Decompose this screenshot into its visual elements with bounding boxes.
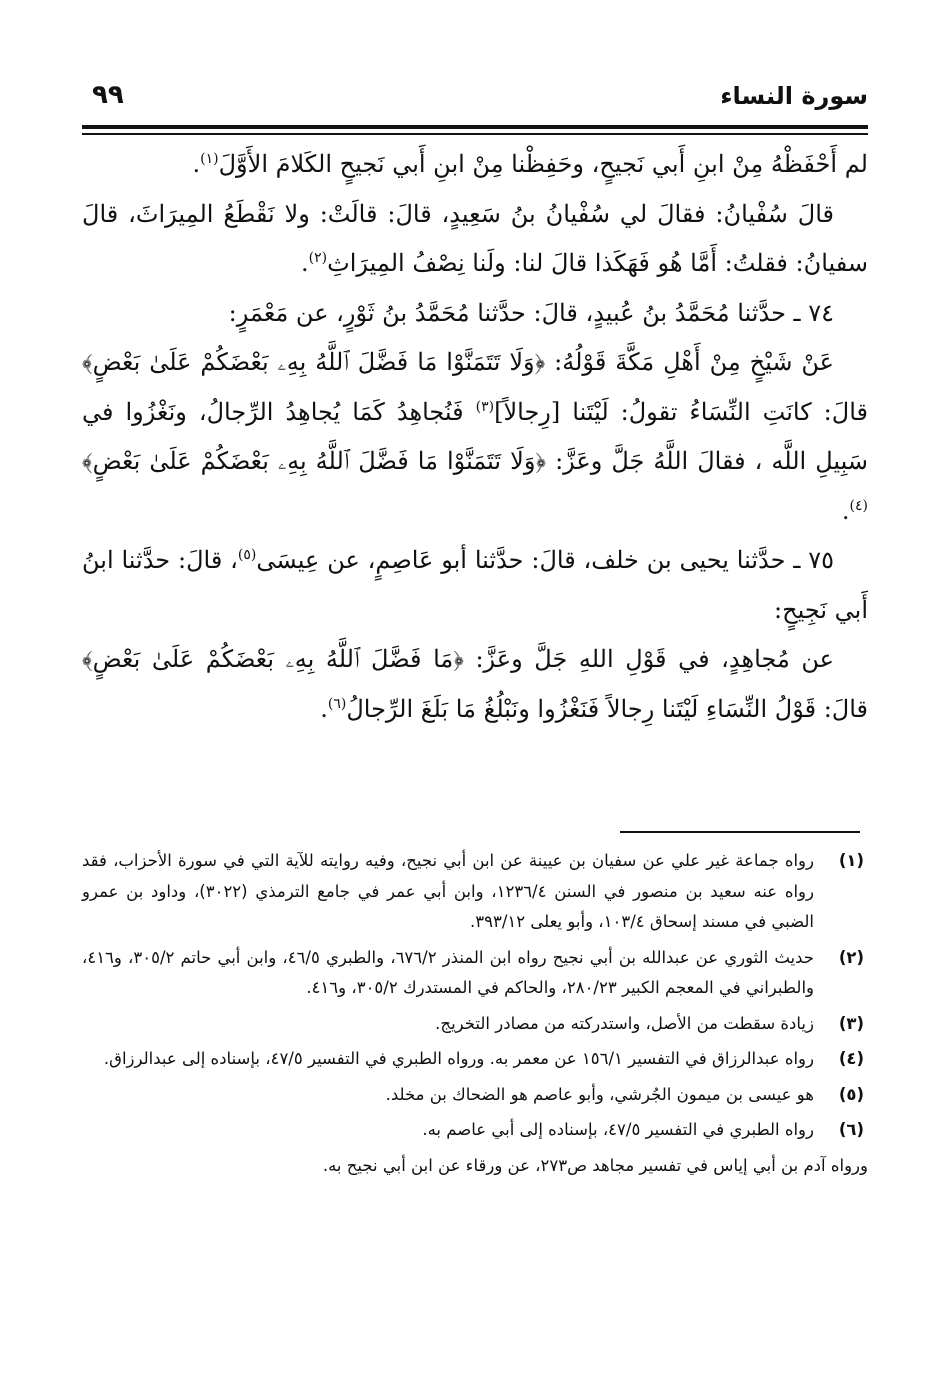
- footnote-separator: [620, 831, 860, 833]
- footnote-marker: (٥): [237, 547, 257, 563]
- text-span: ٧٥ ـ حدَّثنا يحيى بن خلف، قالَ: حدَّثنا أبو عَاصِمٍ، عن عِيسَى: [256, 546, 834, 574]
- footnote-text: زيادة سقطت من الأصل، واستدركته من مصادر التخريج.: [435, 1013, 814, 1033]
- text-span: ، قالَ: حدَّثنا ابنُ أَبي نَجِيحٍ:: [82, 546, 868, 624]
- header-rule-thick: [82, 125, 868, 129]
- footnote-text: رواه الطبري في التفسير ٤٧/٥، بإسناده إلى أبي عاصم به.: [422, 1120, 814, 1139]
- footnote: [82, 943, 868, 1004]
- footnote-marker: (٤): [849, 497, 868, 514]
- page-number: ٩٩: [92, 80, 124, 110]
- footnote: [82, 846, 868, 938]
- footnote-text: رواه عبدالرزاق في التفسير ١٥٦/١ عن معمر به. ورواه الطبري في التفسير ٤٧/٥، بإسناده إلى عبدالرزاق.: [103, 1049, 814, 1068]
- text-span: ٧٤ ـ حدَّثنا مُحَمَّدُ بنُ عُبيدٍ، قالَ: حدَّثنا مُحَمَّدُ بنُ ثَوْرٍ، عن مَعْمَرٍ:: [228, 298, 834, 327]
- paragraph: [82, 140, 868, 190]
- footnote-number: (٣): [838, 1013, 864, 1033]
- footnote-marker: (١): [200, 151, 219, 167]
- hadith-isnad: [82, 536, 868, 635]
- page-header: [82, 78, 868, 118]
- text-span: عن مُجاهِدٍ، في قَوْلِ اللهِ جَلَّ وعَزَّ: ﴿مَا فَضَّلَ ٱللَّهُ بِهِۦ بَعْضَكُمْ عَلَىٰ بَعْضٍ﴾ قالَ: قَوْلُ النِّسَاءِ لَيْتَنا رِجالاً فَنَغْزُوا ونَبْلُغُ مَا بَلَغَ الرِّجالُ: [82, 645, 868, 723]
- footnote: [82, 1009, 868, 1040]
- paragraph: [82, 338, 868, 536]
- text-span: لم أَحْفَظْهُ مِنْ ابنِ أَبي نَجيحٍ، وحَفِظْنا مِنْ ابنِ أَبي نَجيحٍ الكَلامَ الأَوَّلَ: [218, 150, 868, 178]
- footnote-text: حديث الثوري عن عبدالله بن أبي نجيح رواه ابن المنذر ٦٧٦/٢، والطبري ٤٦/٥، وابن أبي حاتم ٣٠٥/٢، و٤١٦، والطبراني في المعجم الكبير ٢٨٠/٢٣، والحاكم في المستدرك ٣٠٥/٢، و٤١٦.: [82, 947, 815, 997]
- footnote-number: (٤): [838, 1049, 864, 1068]
- text-span: .: [841, 496, 850, 525]
- text-span: .: [192, 150, 201, 178]
- footnote-marker: (٣): [475, 398, 495, 415]
- paragraph: [82, 635, 868, 734]
- footnotes: [82, 846, 868, 1186]
- footnote-marker: (٦): [327, 695, 347, 712]
- footnote-continuation: ورواه آدم بن أبي إياس في تفسير مجاهد ص٢٧٣، عن ورقاء عن ابن أبي نجيح به.: [322, 1155, 868, 1175]
- footnote: [82, 1115, 868, 1146]
- paragraph: [82, 190, 868, 289]
- footnote-marker: (٢): [308, 250, 328, 266]
- text-span: عَنْ شَيْخٍ مِنْ أَهْلِ مَكَّةَ قَوْلُهُ: ﴿وَلَا تَتَمَنَّوْا مَا فَضَّلَ ٱللَّهُ بِهِۦ بَعْضَكُمْ عَلَىٰ بَعْضٍ﴾ قالَ: كانَتِ النِّسَاءُ تقولُ: لَيْتَنا [رِجالاً]: [82, 348, 868, 426]
- text-span: .: [300, 249, 309, 277]
- running-title: سورة النساء: [720, 82, 868, 110]
- footnote-number: (١): [838, 851, 864, 870]
- footnote-text: هو عيسى بن ميمون الجُرشي، وأبو عاصم هو الضحاك بن مخلد.: [385, 1084, 814, 1104]
- footnote-number: (٥): [838, 1084, 864, 1104]
- footnote-number: (٦): [838, 1120, 864, 1139]
- text-span: فَنُجاهِدُ كَمَا يُجاهِدُ الرِّجالُ، ونَغْزُوا في سَبِيلِ اللَّه ، فقالَ اللَّهُ جَلَّ وعَزَّ: ﴿وَلَا تَتَمَنَّوْا مَا فَضَّلَ ٱللَّهُ بِهِۦ بَعْضَكُمْ عَلَىٰ بَعْضٍ﴾: [82, 397, 868, 475]
- footnote: [82, 1044, 868, 1075]
- footnote: [82, 1080, 868, 1111]
- text-span: .: [320, 694, 328, 723]
- main-text: [82, 140, 868, 734]
- text-span: قالَ سُفْيانُ: فقالَ لي سُفْيانُ بنُ سَعِيدٍ، قالَ: قالَتْ: ولا نَقْطَعُ المِيرَاثَ، قالَ سفيانُ: فقلتُ: أَمَّا هُو فَهَكَذا قالَ لنا: ولَنا نِصْفُ المِيرَاثِ: [82, 199, 868, 277]
- header-rule-thin: [82, 133, 868, 135]
- hadith-isnad: [82, 289, 868, 339]
- footnote-number: (٢): [838, 947, 864, 967]
- footnote-text: رواه جماعة غير علي عن سفيان بن عيينة عن ابن أبي نجيح، وفيه روايته للآية التي في سورة الأحزاب، فقد رواه عنه سعيد بن منصور في السنن ١٢٣٦/٤، وابن أبي عمر في جامع الترمذي (٣٠٢٢)، وداود بن عمرو الضبي في مسند إسحاق ١٠٣/٤، وأبو يعلى ٣٩٣/١٢.: [82, 851, 814, 931]
